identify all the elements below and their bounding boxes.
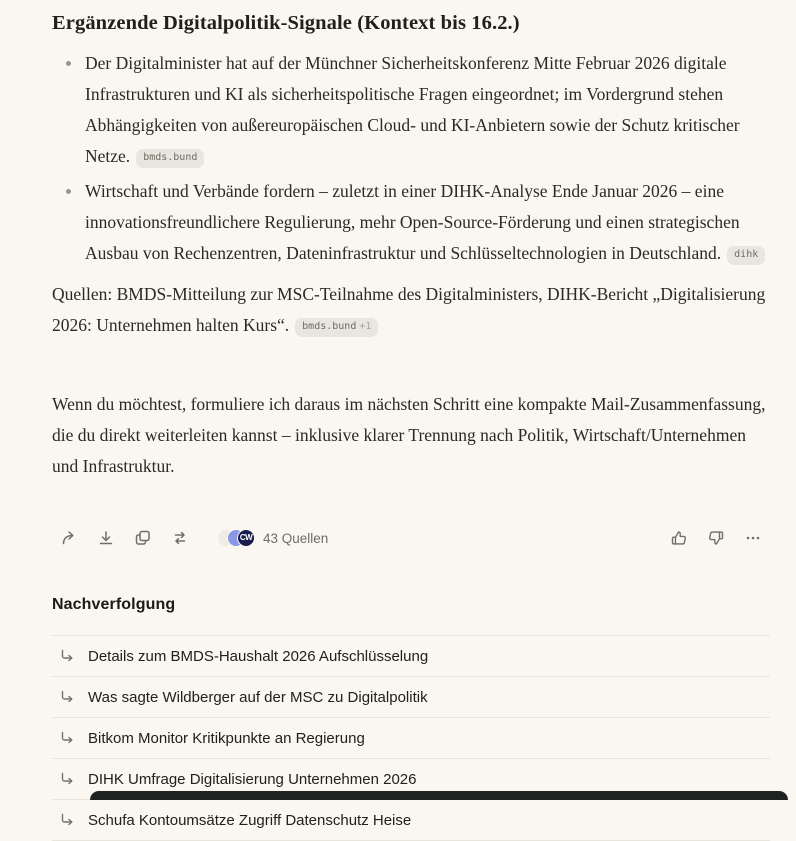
followup-item[interactable]	[52, 800, 770, 841]
ellipsis-icon	[744, 529, 762, 547]
sources-text: Quellen: BMDS-Mitteilung zur MSC-Teilnahme des Digitalministers, DIHK-Bericht „Digitalisierung 2026: Unternehmen halten Kurs“.	[52, 284, 766, 335]
corner-down-right-icon	[59, 812, 75, 828]
rewrite-icon	[171, 529, 189, 547]
corner-down-right-icon	[59, 771, 75, 787]
copy-icon	[134, 529, 152, 547]
sources-paragraph	[52, 279, 770, 341]
copy-button[interactable]	[126, 522, 160, 554]
bullet-text-content: Wirtschaft und Verbände fordern – zuletzt in einer DIHK-Analyse Ende Januar 2026 – eine innovationsfreundlichere Regulierung, mehr Open-Source-Förderung und einen strategischen Ausbau von Rechenzentren, Dateninfrastruktur und Schlüsseltechnologien in Deutschland.	[85, 181, 740, 263]
bullet-text-content: Der Digitalminister hat auf der Münchner Sicherheitskonferenz Mitte Februar 2026 digitale Infrastrukturen und KI als sicherheitspolitische Fragen eingeordnet; im Vordergrund stehen Abhängigkeiten von außereuropäischen Cloud- und KI-Anbietern sowie der Schutz kritischer Netze.	[85, 53, 740, 166]
offer-paragraph: Wenn du möchtest, formuliere ich daraus im nächsten Schritt eine kompakte Mail-Zusammenfassung, die du direkt weiterleiten kannst – inklusive klarer Trennung nach Politik, Wirtschaft/Unternehmen und Infrastruktur.	[52, 394, 766, 476]
bullet-text	[85, 48, 770, 172]
citation-badge-dihk[interactable]: dihk	[727, 246, 765, 265]
bullet-dot	[66, 61, 71, 66]
corner-down-right-icon	[59, 648, 75, 664]
bullet-item	[52, 48, 770, 172]
rewrite-button[interactable]	[163, 522, 197, 554]
citation-badge-sources[interactable]	[295, 318, 378, 337]
sources-chip[interactable]	[211, 525, 334, 551]
download-icon	[97, 529, 115, 547]
bullet-dot	[66, 189, 71, 194]
citation-badge-bmds[interactable]: bmds.bund	[136, 149, 204, 168]
source-favicons	[217, 529, 255, 547]
sources-count-label: 43 Quellen	[263, 530, 329, 546]
share-icon	[60, 529, 78, 547]
followup-label: DIHK Umfrage Digitalisierung Unternehmen 2026	[88, 770, 417, 788]
bullet-text	[85, 176, 770, 269]
answer-bullet-list	[52, 48, 770, 269]
followup-label: Schufa Kontoumsätze Zugriff Datenschutz Heise	[88, 811, 412, 829]
bullet-item	[52, 176, 770, 269]
followup-item[interactable]	[52, 718, 770, 759]
followup-item[interactable]	[52, 636, 770, 677]
thumbs-up-icon	[670, 529, 688, 547]
source-favicon-cw: CW	[237, 529, 255, 547]
followup-label: Bitkom Monitor Kritikpunkte an Regierung	[88, 729, 365, 747]
share-button[interactable]	[52, 522, 86, 554]
thumbs-down-button[interactable]	[699, 522, 733, 554]
thumbs-up-button[interactable]	[662, 522, 696, 554]
followup-section	[52, 596, 770, 841]
answer-heading: Ergänzende Digitalpolitik-Signale (Kontext bis 16.2.)	[52, 12, 520, 34]
followup-label: Was sagte Wildberger auf der MSC zu Digitalpolitik	[88, 688, 428, 706]
followup-item[interactable]	[52, 677, 770, 718]
thumbs-down-icon	[707, 529, 725, 547]
citation-badge-label: bmds.bund	[302, 321, 357, 332]
followup-list	[52, 635, 770, 841]
ask-input-top-edge[interactable]	[90, 791, 788, 800]
citation-badge-extra-count: +1	[359, 321, 372, 332]
corner-down-right-icon	[59, 689, 75, 705]
followup-label: Details zum BMDS-Haushalt 2026 Aufschlüsselung	[88, 647, 429, 665]
more-options-button[interactable]	[736, 522, 770, 554]
answer-action-bar	[52, 520, 770, 556]
corner-down-right-icon	[59, 730, 75, 746]
export-button[interactable]	[89, 522, 123, 554]
followup-heading: Nachverfolgung	[52, 596, 176, 613]
